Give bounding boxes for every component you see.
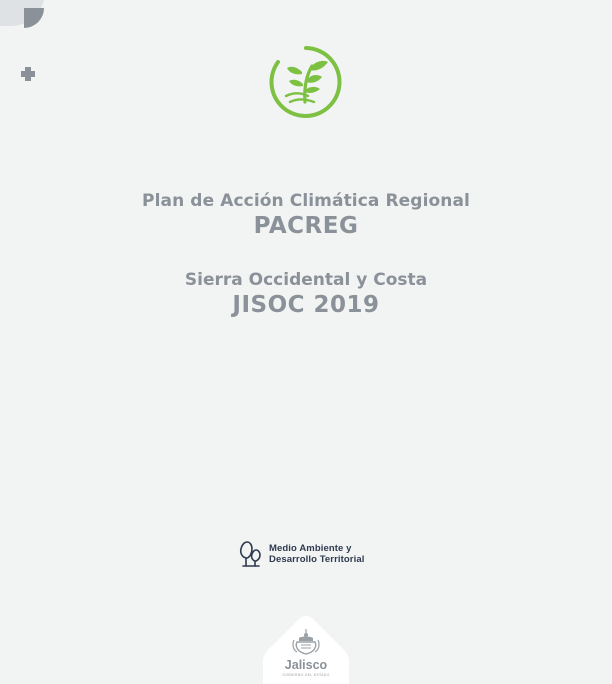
jalisco-wordmark: Jalisco: [284, 658, 328, 672]
region-name: Sierra Occidental y Costa: [184, 270, 428, 290]
jalisco-badge: [262, 614, 350, 684]
department-line-2: Desarrollo Territorial: [269, 554, 365, 565]
plant-logo-icon: [268, 44, 344, 120]
plan-title: Plan de Acción Climática Regional: [142, 191, 470, 211]
department-line-1: Medio Ambiente y: [269, 543, 352, 554]
department-logo: [239, 539, 364, 569]
jalisco-crest-icon: [291, 628, 321, 656]
trees-icon: [239, 540, 263, 568]
jalisco-subtitle: GOBIERNO DEL ESTADO: [282, 673, 330, 677]
department-name: [269, 543, 364, 565]
plus-icon: [21, 67, 35, 81]
corner-quarter-shape: [24, 8, 44, 28]
region-code-year: JISOC 2019: [232, 292, 380, 318]
corner-decoration: [0, 0, 60, 90]
plan-acronym: PACREG: [253, 213, 359, 239]
